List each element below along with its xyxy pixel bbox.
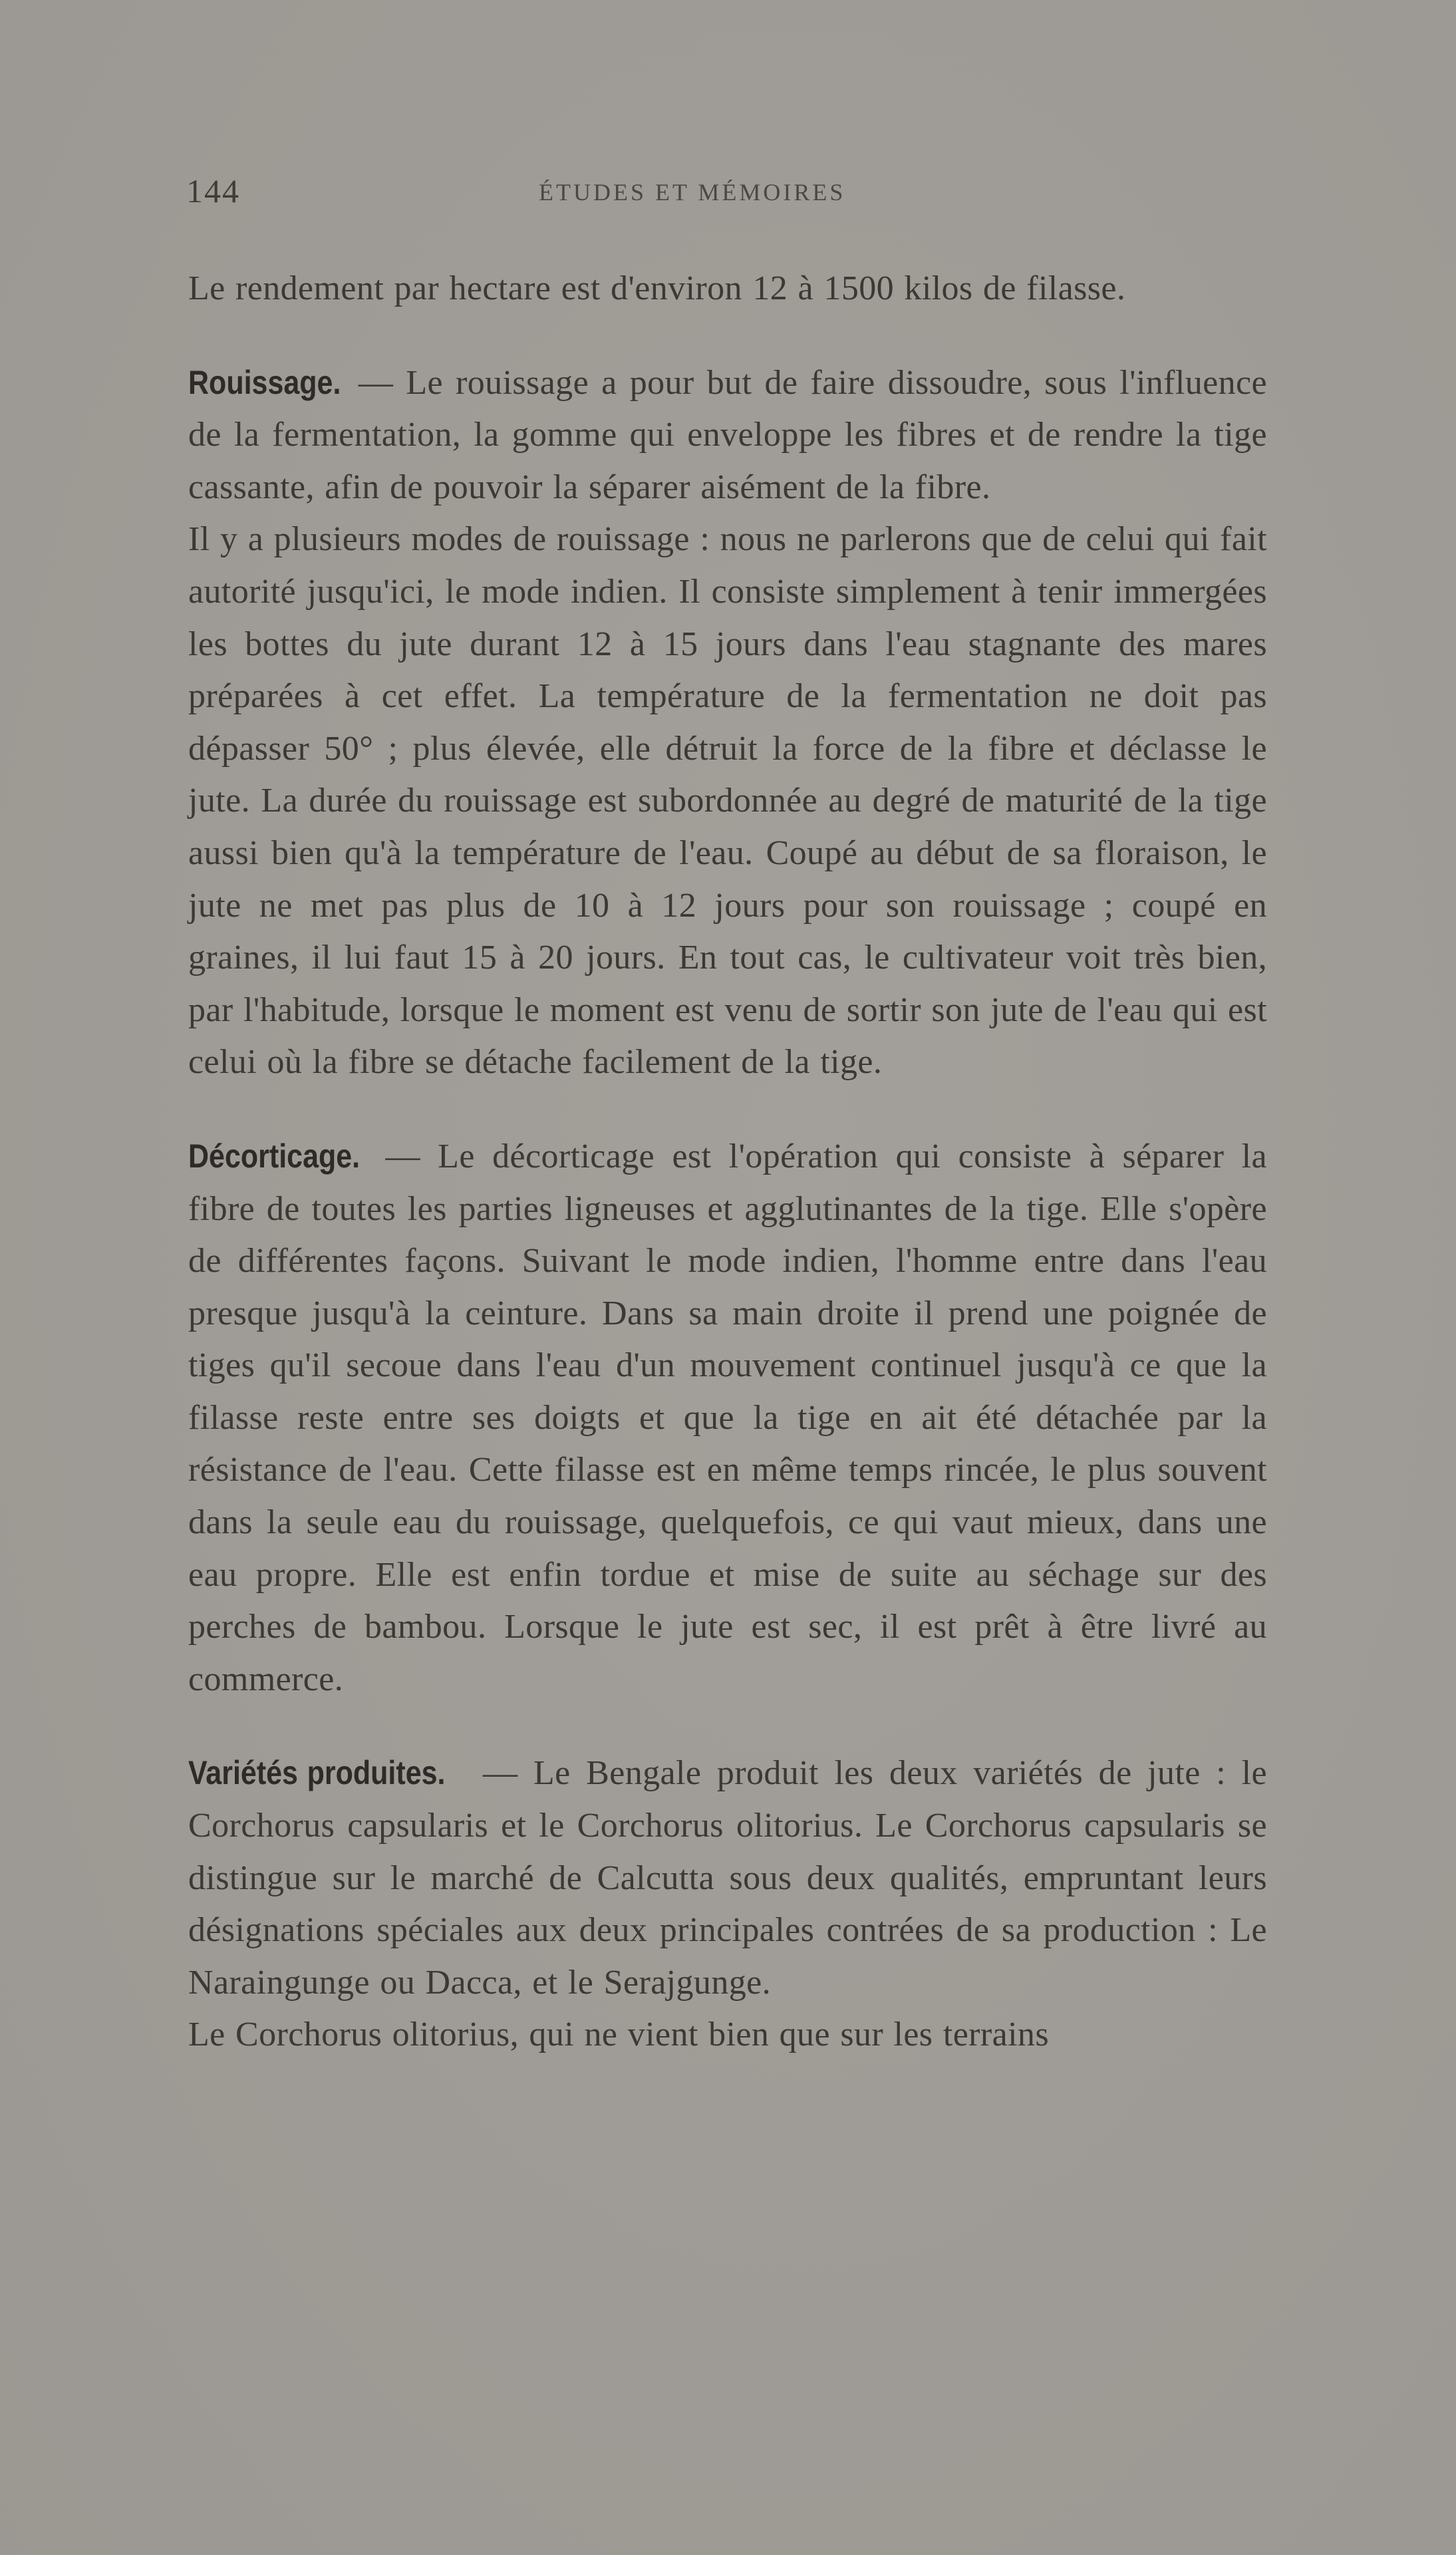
section-heading-rouissage: Rouissage. <box>188 363 341 401</box>
paragraph-decorticage <box>188 1130 1267 1706</box>
paragraph-olitorius <box>188 2009 1267 2061</box>
paragraph-yield <box>188 263 1267 315</box>
paragraph-modes <box>188 514 1267 1089</box>
running-head <box>186 172 1277 212</box>
paragraph-rouissage <box>188 357 1267 514</box>
section-heading-decorticage: Décorticage. <box>188 1137 361 1175</box>
body-text <box>188 263 1267 2061</box>
paragraph-text: Le rendement par hectare est d'environ 12 à 1500 kilos de filasse. <box>188 269 1126 307</box>
page-number: 144 <box>186 172 240 210</box>
paragraph-text: Le Corchorus olitorius, qui ne vient bien que sur les terrains <box>188 2016 1049 2054</box>
paragraph-text: — Le rouissage a pour but de faire dissoudre, sous l'influence de la fermentation, la gomme qui enveloppe les fibres et de rendre la tige cassante, afin de pouvoir la séparer aisément de la fibre. <box>188 363 1267 506</box>
paragraph-text: Il y a plusieurs modes de rouissage : nous ne parlerons que de celui qui fait autorité jusqu'ici, le mode indien. Il consiste simplement à tenir immergées les bottes du jute durant 12 à 15 jours dans l'eau stagnante des mares préparées à cet effet. La température de la fermentation ne doit pas dépasser 50° ; plus élevée, elle détruit la force de la fibre et déclasse le jute. La durée du rouissage est subordonnée au degré de maturité de la tige aussi bien qu'à la température de l'eau. Coupé au début de sa floraison, le jute ne met pas plus de 10 à 12 jours pour son rouissage ; coupé en graines, il lui faut 15 à 20 jours. En tout cas, le cultivateur voit très bien, par l'habitude, lorsque le moment est venu de sortir son jute de l'eau qui est celui où la fibre se détache facilement de la tige. <box>188 520 1267 1082</box>
paragraph-varietes <box>188 1747 1267 2009</box>
paragraph-text: — Le Bengale produit les deux variétés de jute : le Corchorus capsularis et le Corchorus olitorius. Le Corchorus capsularis se distingue sur le marché de Calcutta sous deux qualités, empruntant leurs désignations spéciales aux deux principales contrées de sa production : Le Naraingunge ou Dacca, et le Serajgunge. <box>188 1754 1267 2002</box>
running-title: ÉTUDES ET MÉMOIRES <box>539 179 846 206</box>
section-heading-varietes: Variétés produites. <box>188 1754 446 1792</box>
paragraph-text: — Le décorticage est l'opération qui consiste à séparer la fibre de toutes les parties ligneuses et agglutinantes de la tige. Elle s'opère de différentes façons. Suivant le mode indien, l'homme entre dans l'eau presque jusqu'à la ceinture. Dans sa main droite il prend une poignée de tiges qu'il secoue dans l'eau d'un mouvement continuel jusqu'à ce que la filasse reste entre ses doigts et que la tige en ait été détachée par la résistance de l'eau. Cette filasse est en même temps rincée, le plus souvent dans la seule eau du rouissage, quelquefois, ce qui vaut mieux, dans une eau propre. Elle est enfin tordue et mise de suite au séchage sur des perches de bambou. Lorsque le jute est sec, il est prêt à être livré au commerce. <box>188 1137 1267 1698</box>
